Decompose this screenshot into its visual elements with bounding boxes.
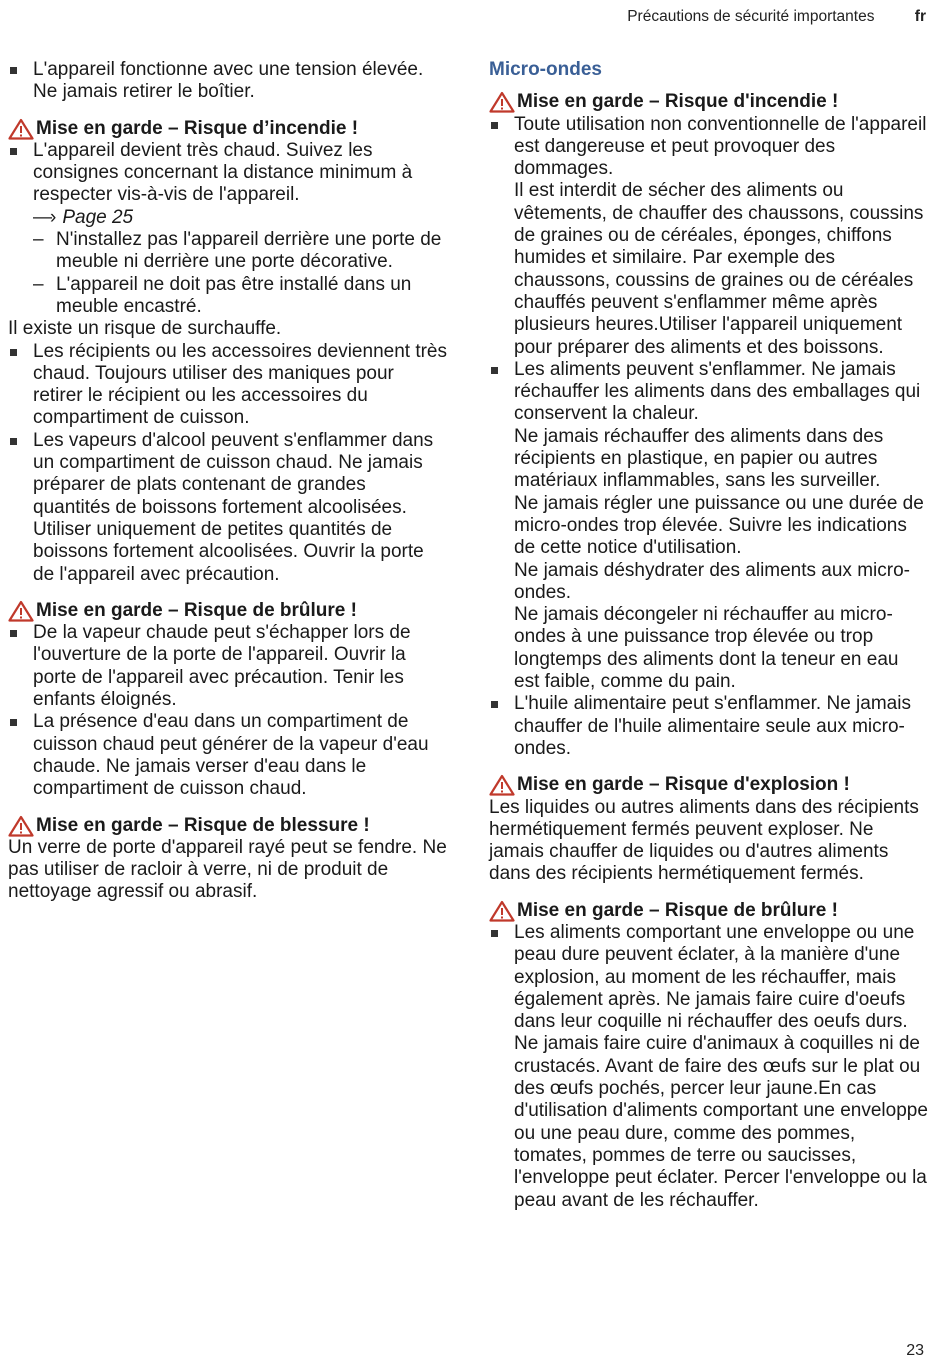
paragraph: Un verre de porte d'appareil rayé peut se fendre. Ne pas utiliser de racloir à verre, ni de produit de nettoyage agressif ou abrasif. xyxy=(8,836,447,903)
list-item-text: Les aliments peuvent s'enflammer. Ne jamais réchauffer les aliments dans des emballages qui conservent la chaleur. xyxy=(514,358,921,425)
warning-heading-text: Mise en garde – Risque de brûlure ! xyxy=(517,899,838,921)
page-number: 23 xyxy=(906,1342,924,1359)
warning-triangle-icon xyxy=(8,118,34,140)
warning-heading-explosion xyxy=(489,774,929,796)
warning-triangle-icon xyxy=(489,774,515,796)
list-item: La présence d'eau dans un compartiment de cuisson chaud peut générer de la vapeur d'eau chaude. Ne jamais verser d'eau dans le compartiment de cuisson chaud. xyxy=(8,711,448,800)
warning-heading-text: Mise en garde – Risque d'explosion ! xyxy=(517,774,850,796)
page-reference xyxy=(8,207,448,229)
list-item-text: Ne jamais déshydrater des aliments aux micro-ondes. xyxy=(514,559,910,603)
sub-list-item: – L'appareil ne doit pas être installé dans un meuble encastré. xyxy=(8,274,448,319)
warning-heading-text: Mise en garde – Risque d’incendie ! xyxy=(36,117,359,139)
list-item: L'appareil devient très chaud. Suivez les consignes concernant la distance minimum à respecter vis-à-vis de l'appareil. xyxy=(8,140,448,207)
list-item xyxy=(489,359,929,693)
list-item-text: Ne jamais régler une puissance ou une durée de micro-ondes trop élevée. Suivre les indications de cette notice d'utilisation. xyxy=(514,492,924,559)
paragraph: Les liquides ou autres aliments dans des récipients hermétiquement fermés peuvent exploser. Ne jamais chauffer de liquides ou d'autres aliments dans des récipients hermétiquement fermés. xyxy=(489,796,919,885)
section-title: Micro-ondes xyxy=(489,59,602,80)
arrow-right-icon: —› xyxy=(33,206,55,228)
warning-heading-burn xyxy=(489,900,929,922)
warning-heading-text: Mise en garde – Risque de blessure ! xyxy=(36,814,370,836)
right-column xyxy=(489,59,929,1212)
sub-list-item: – N'installez pas l'appareil derrière une porte de meuble ni derrière une porte décorative. xyxy=(8,229,448,274)
warning-triangle-icon xyxy=(8,600,34,622)
list-item: L'huile alimentaire peut s'enflammer. Ne jamais chauffer de l'huile alimentaire seule aux micro-ondes. xyxy=(489,693,929,760)
page-header xyxy=(627,8,926,26)
list-item-text: Ne jamais décongeler ni réchauffer au micro-ondes à une puissance trop élevée ou trop longtemps des aliments dont la teneur en eau est faible, comme du pain. xyxy=(514,604,899,693)
list-item: Les vapeurs d'alcool peuvent s'enflammer dans un compartiment de cuisson chaud. Ne jamais préparer de plats contenant de grandes quantités de boissons fortement alcoolisées. Utiliser uniquement de petites quantités de boissons fortement alcoolisées. Ouvrir la porte de l'appareil avec précaution. xyxy=(8,430,448,586)
warning-heading-injury xyxy=(8,815,448,837)
warning-triangle-icon xyxy=(489,91,515,113)
warning-heading-fire xyxy=(489,91,929,113)
page-reference-link[interactable]: Page 25 xyxy=(62,206,134,228)
warning-heading-burn xyxy=(8,600,448,622)
list-item-text: Il est interdit de sécher des aliments ou vêtements, de chauffer des chaussons, coussins de graines ou de céréales, éponges, chiffons humides et similaire. Par exemple des chaussons, coussins de graines ou de céréales chauffés peuvent s'enflammer même après plusieurs heures.Utiliser l'appareil uniquement pour préparer des aliments et des boissons. xyxy=(514,180,924,358)
left-column xyxy=(8,59,448,904)
list-item: De la vapeur chaude peut s'échapper lors de l'ouverture de la porte de l'appareil. Ouvrir la porte de l'appareil avec précaution. Tenir les enfants éloignés. xyxy=(8,622,448,711)
warning-heading-text: Mise en garde – Risque d'incendie ! xyxy=(517,91,839,113)
paragraph: Il existe un risque de surchauffe. xyxy=(8,318,282,340)
list-item: L'appareil fonctionne avec une tension élevée. Ne jamais retirer le boîtier. xyxy=(8,59,448,104)
list-item: Les aliments comportant une enveloppe ou une peau dure peuvent éclater, à la manière d'une explosion, au moment de les réchauffer, mais également après. Ne jamais faire cuire d'oeufs dans leur coquille ni réchauffer des oeufs durs. Ne jamais faire cuire d'animaux à coquilles ni de crustacés. Avant de faire des œufs sur le plat ou des œufs pochés, percer leur jaune.En cas d'utilisation d'aliments comportant une enveloppe ou une peau dure, comme des pommes, tomates, pommes de terre ou saucisses, l'enveloppe peut éclater. Percer l'enveloppe ou la peau avant de les réchauffer. xyxy=(489,922,929,1212)
header-section-title: Précautions de sécurité importantes xyxy=(627,8,875,25)
header-language: fr xyxy=(914,8,926,25)
warning-triangle-icon xyxy=(8,815,34,837)
warning-triangle-icon xyxy=(489,900,515,922)
list-item: Les récipients ou les accessoires deviennent très chaud. Toujours utiliser des maniques pour retirer le récipient ou les accessoires du compartiment de cuisson. xyxy=(8,341,448,430)
list-item-text: Ne jamais réchauffer des aliments dans des récipients en plastique, en papier ou autres matériaux inflammables, sans les surveiller. xyxy=(514,425,884,492)
list-item-text: Toute utilisation non conventionnelle de l'appareil est dangereuse et peut provoquer des dommages. xyxy=(514,113,927,180)
warning-heading-text: Mise en garde – Risque de brûlure ! xyxy=(36,599,357,621)
warning-heading-fire xyxy=(8,118,448,140)
list-item xyxy=(489,114,929,359)
